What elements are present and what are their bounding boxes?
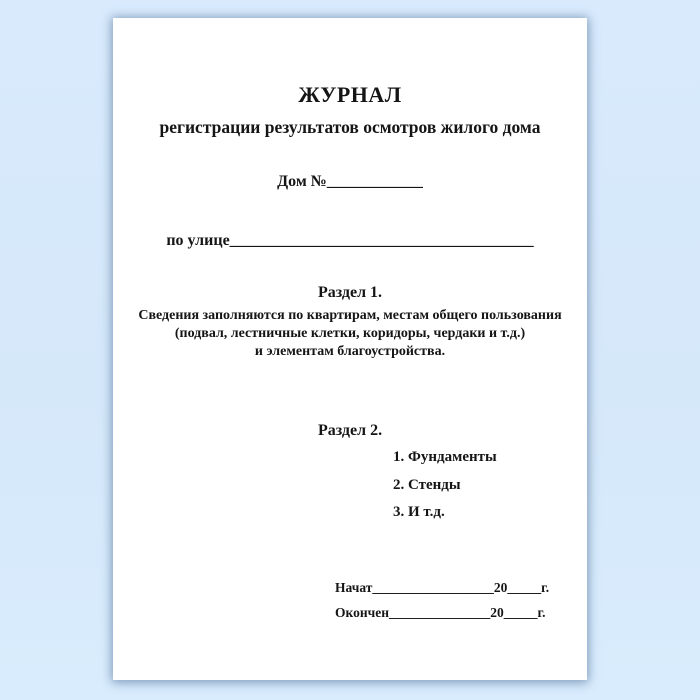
finished-label: Окончен <box>335 605 390 620</box>
section2-list <box>393 444 497 527</box>
section2-list-item: 3. И т.д. <box>393 504 445 520</box>
finished-blank: _______________ <box>389 605 491 620</box>
finished-line <box>335 605 546 621</box>
section1-text-line: (подвал, лестничные клетки, коридоры, чердаки и т.д.) <box>174 326 526 341</box>
section2-list-item: 1. Фундаменты <box>393 449 497 465</box>
street-blank: ______________________________________ <box>229 232 534 249</box>
started-year-suffix: г. <box>541 580 550 595</box>
house-number-blank: ____________ <box>326 173 423 190</box>
house-number-line <box>113 173 587 191</box>
started-blank: __________________ <box>372 580 494 595</box>
document-subtitle: регистрации результатов осмотров жилого дома <box>159 117 541 137</box>
started-year-prefix: 20 <box>493 580 508 595</box>
section1-paragraph <box>113 307 587 361</box>
finished-year-prefix: 20 <box>490 605 504 620</box>
street-label: по улице <box>166 232 230 249</box>
section1-text-line: и элементам благоустройства. <box>254 344 446 359</box>
house-number-label: Дом № <box>277 173 327 190</box>
section1-heading: Раздел 1. <box>317 284 383 301</box>
section2-list-item: 2. Стенды <box>393 476 461 493</box>
started-line <box>335 580 549 596</box>
street-line <box>113 232 587 250</box>
section2-heading: Раздел 2. <box>318 422 383 439</box>
document-page <box>113 18 587 680</box>
finished-year-blank: _____ <box>503 605 538 620</box>
started-label: Начат <box>335 580 373 595</box>
section1-text-line: Сведения заполняются по квартирам, местам общего пользования <box>138 308 562 323</box>
finished-year-suffix: г. <box>537 605 546 620</box>
document-title: ЖУРНАЛ <box>298 82 402 107</box>
started-year-blank: _____ <box>507 580 542 595</box>
